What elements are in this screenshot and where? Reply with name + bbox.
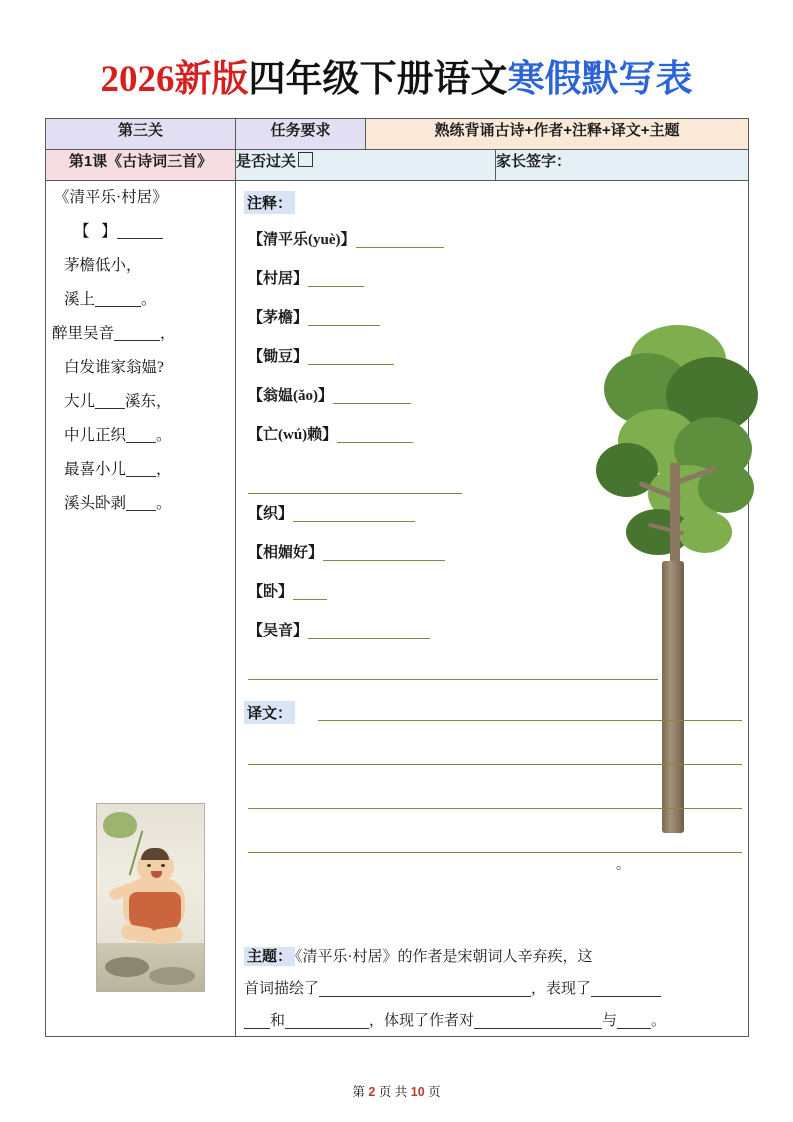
table-subheader-row [46,150,749,181]
subject-blank-5[interactable] [474,1012,602,1029]
subject-label: 主题： [244,947,295,966]
poem-block [46,181,236,521]
note-term-8: 【相媚好】 [248,545,324,561]
poem-cell [46,181,236,1037]
note-term-6: 【亡(wú)赖】 [248,427,338,443]
footer-suffix: 页 [428,1085,441,1099]
baby-eye-left [147,864,151,867]
translation-rule-4[interactable] [248,852,742,853]
translation-rule-2[interactable] [248,764,742,765]
note-item-10[interactable] [248,619,430,640]
note-term-3: 【茅檐】 [248,310,309,326]
subject-text-3: ，表现了 [531,981,592,997]
table-header-row [46,119,749,150]
note-term-5: 【翁媪(ǎo)】 [248,388,333,404]
note-item-5[interactable] [248,384,411,405]
poem-line-6[interactable]: 大儿 溪东， [64,393,172,410]
poem-line-5: 白发谁家翁媪? [64,359,164,376]
footer-prefix: 第 [352,1085,365,1099]
translation-rule-1[interactable] [318,720,742,721]
note-item-8[interactable] [248,541,445,562]
subject-blank-4[interactable] [285,1012,369,1029]
note-item-9[interactable] [248,580,327,601]
page-footer [0,1082,793,1100]
pass-checkbox[interactable] [298,152,313,167]
subject-blank-1[interactable] [319,980,531,997]
translation-rule-3[interactable] [248,808,742,809]
subject-text-5: ，体现了作者对 [369,1013,475,1029]
header-requirement-label-cell: 任务要求 [236,119,366,150]
subject-text-1: 《清平乐·村居》的作者是宋朝词人辛弃疾，这 [295,949,593,965]
pass-label: 是否过关 [236,153,297,170]
note-term-2: 【村居】 [248,271,309,287]
note-term-9: 【卧】 [248,584,294,600]
note-item-1[interactable] [248,228,444,249]
note-item-7[interactable] [248,502,415,523]
poem-line-8[interactable]: 最喜小儿 ， [64,461,172,478]
note-item-3[interactable] [248,306,380,327]
poem-line-7[interactable]: 中儿正织 。 [64,427,172,444]
tree-foliage-10 [678,511,732,553]
subject-text-4: 和 [270,1013,286,1029]
answer-cell [236,181,749,1037]
note-extra-rule-1[interactable] [248,493,462,494]
painting-rock-1 [105,957,149,977]
poem-line-2: 茅檐低小， [64,257,142,274]
subject-text-2: 首词描绘了 [244,981,320,997]
note-term-10: 【吴音】 [248,623,309,639]
lotus-leaf-icon [103,812,137,838]
lotus-baby-painting [96,803,205,992]
pass-check-cell[interactable] [236,150,496,181]
footer-page-number: 2 [368,1085,376,1099]
poem-line-4[interactable]: 醉里吴音 ， [52,325,176,342]
note-item-6[interactable] [248,423,413,444]
table-body-row [46,181,749,1037]
tree-trunk [662,561,684,833]
subject-paragraph [244,941,724,1037]
poem-line-3[interactable]: 溪上 。 [64,291,157,308]
header-requirement-text-cell: 熟练背诵古诗+作者+注释+译文+主题 [366,119,749,150]
subject-blank-2[interactable] [591,980,661,997]
signature-cell[interactable]: 家长签字： [496,150,749,181]
poem-title: 《清平乐·村居》 [54,189,168,206]
tree-upper-trunk [670,463,680,573]
poem-line-1[interactable]: 【 】 [46,215,236,249]
title-year: 2026 [100,59,175,100]
header-level-cell: 第三关 [46,119,236,150]
note-item-4[interactable] [248,345,394,366]
lesson-title-cell: 第1课《古诗词三首》 [46,150,236,181]
note-term-7: 【织】 [248,506,294,522]
note-term-1: 【清平乐(yuè)】 [248,232,356,248]
title-edition: 新版 [174,59,249,100]
poem-line-9[interactable]: 溪头卧剥 。 [64,495,172,512]
translation-label: 译文： [244,701,295,724]
notes-label: 注释： [244,191,295,214]
footer-mid: 页 共 [378,1085,408,1099]
translation-period: 。 [616,858,630,873]
title-subject: 寒假默写表 [507,59,693,100]
subject-blank-6[interactable] [617,1012,651,1029]
baby-hair [141,848,169,860]
note-item-2[interactable] [248,267,364,288]
subject-text-7: 。 [651,1013,667,1029]
worksheet-table [45,118,749,1037]
subject-blank-3[interactable] [244,1012,270,1029]
footer-total-pages: 10 [410,1085,425,1099]
painting-rock-2 [149,967,195,985]
note-term-4: 【锄豆】 [248,349,309,365]
subject-text-6: 与 [602,1013,618,1029]
note-extra-rule-2[interactable] [248,679,658,680]
baby-eye-right [161,864,165,867]
tree-photo [578,313,778,833]
page-title [0,48,793,102]
title-grade: 四年级下册语文 [248,59,508,100]
